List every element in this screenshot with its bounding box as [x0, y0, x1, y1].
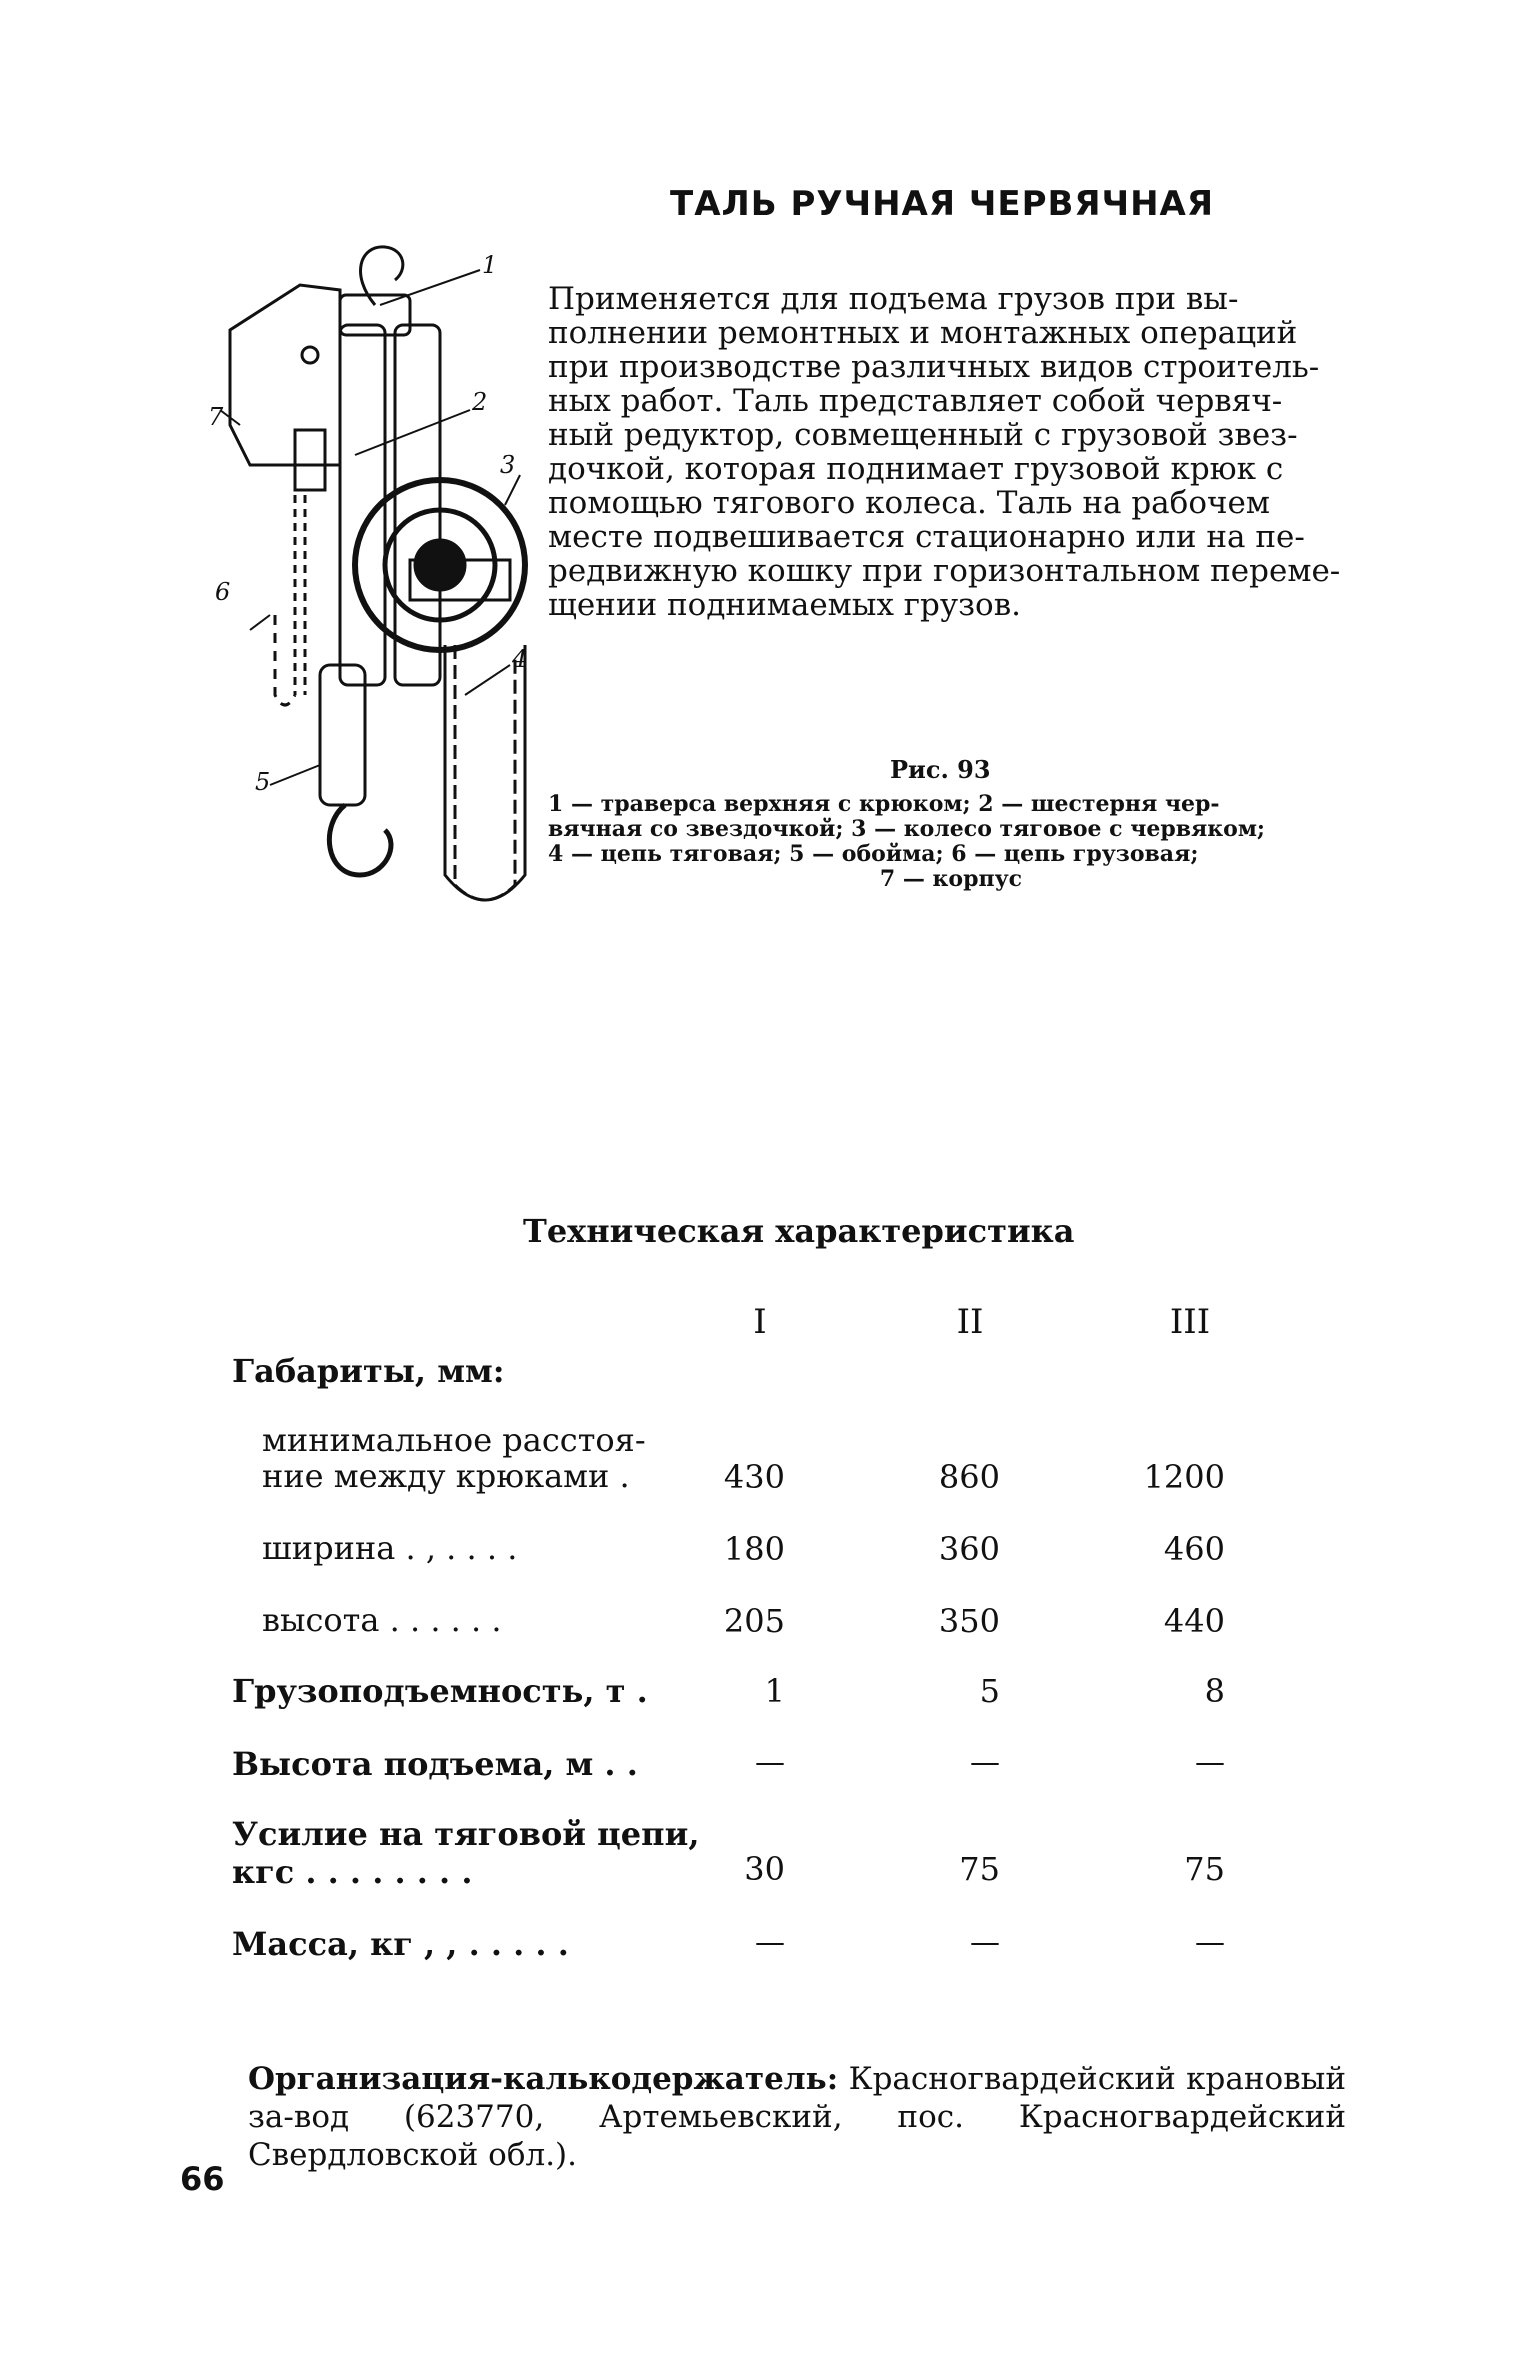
intro-line: помощью тягового колеса. Таль на рабочем: [548, 485, 1270, 521]
caption-line: 4 — цепь тяговая; 5 — обойма; 6 — цепь грузовая;: [548, 841, 1199, 867]
intro-line: полнении ремонтных и монтажных операций: [548, 315, 1298, 351]
cell: 75: [1184, 1850, 1225, 1888]
row-label: ширина . , . . . .: [262, 1529, 518, 1567]
organization-note: [248, 2060, 1346, 2174]
intro-line: редвижную кошку при горизонтальном переме-: [548, 553, 1341, 589]
intro-line: Применяется для подъема грузов при вы-: [548, 281, 1239, 317]
row-label: Грузоподъемность, т .: [232, 1672, 648, 1710]
intro-line: ных работ. Таль представляет собой червяч-: [548, 383, 1283, 419]
callout-7: 7: [208, 403, 224, 431]
traverse-plate: [340, 295, 410, 335]
intro-line: ный редуктор, совмещенный с грузовой звез-: [548, 417, 1298, 453]
page-number: 66: [180, 2160, 225, 2198]
cell: 180: [723, 1530, 785, 1568]
row-label: Усилие на тяговой цепи, кгс . . . . . . . .: [232, 1815, 700, 1891]
intro-text: [548, 282, 1354, 622]
callout-6: 6: [215, 578, 231, 606]
specs-title: Техническая характеристика: [523, 1212, 1075, 1250]
caption-line: вячная со звездочкой; 3 — колесо тяговое с червяком;: [548, 816, 1266, 842]
column-header-3: III: [1169, 1302, 1211, 1342]
cell: —: [755, 1745, 785, 1780]
callout-5: 5: [255, 768, 271, 796]
cell: 860: [938, 1458, 1000, 1496]
cell: 350: [938, 1602, 1000, 1640]
cell: 1200: [1143, 1458, 1225, 1496]
intro-line: дочкой, которая поднимает грузовой крюк с: [548, 451, 1284, 487]
group-label: Габариты, мм:: [232, 1352, 505, 1390]
column-header-2: II: [956, 1302, 984, 1342]
cell: 8: [1204, 1672, 1225, 1710]
row-label: Масса, кг , , . . . . .: [232, 1925, 569, 1963]
cell: 205: [723, 1602, 785, 1640]
organization-text: Красногвардейский крановый за-вод (623770, Артемьевский, пос. Красногвардейский Свердловской обл.).: [248, 2061, 1346, 2173]
cell: 460: [1163, 1530, 1225, 1568]
cell: 75: [959, 1850, 1000, 1888]
bottom-hook: [329, 805, 391, 875]
cell: 1: [764, 1672, 785, 1710]
intro-line: щении поднимаемых грузов.: [548, 587, 1022, 623]
row-label: минимальное расстоя- ние между крюками .: [262, 1421, 646, 1495]
intro-line: месте подвешивается стационарно или на пе-: [548, 519, 1305, 555]
caption-line: 7 — корпус: [879, 866, 1023, 892]
row-label: высота . . . . . .: [262, 1601, 502, 1639]
figure-caption: [548, 792, 1354, 892]
cell: —: [755, 1925, 785, 1960]
callout-3: 3: [500, 451, 516, 479]
cell: —: [1195, 1745, 1225, 1780]
load-chain: [295, 495, 305, 695]
callout-4: 4: [512, 645, 528, 673]
cell: 430: [723, 1458, 785, 1496]
figure-title: Рис. 93: [890, 755, 991, 784]
organization-label: Организация-калькодержатель:: [248, 2061, 839, 2097]
pull-chain: [455, 645, 515, 900]
column-header-1: I: [753, 1302, 767, 1342]
intro-line: при производстве различных видов строитель-: [548, 349, 1320, 385]
row-label: Высота подъема, м . .: [232, 1745, 638, 1783]
cell: 30: [744, 1850, 785, 1888]
callout-1: 1: [482, 251, 498, 279]
callout-2: 2: [472, 388, 488, 416]
caption-line: 1 — траверса верхняя с крюком; 2 — шестерня чер-: [548, 791, 1220, 817]
hoist-illustration: [200, 235, 530, 915]
cell: 440: [1163, 1602, 1225, 1640]
cell: —: [1195, 1925, 1225, 1960]
cell: —: [970, 1745, 1000, 1780]
cell: 360: [938, 1530, 1000, 1568]
cell: 5: [979, 1672, 1000, 1710]
page-title: ТАЛЬ РУЧНАЯ ЧЕРВЯЧНАЯ: [670, 184, 1215, 224]
cell: —: [970, 1925, 1000, 1960]
